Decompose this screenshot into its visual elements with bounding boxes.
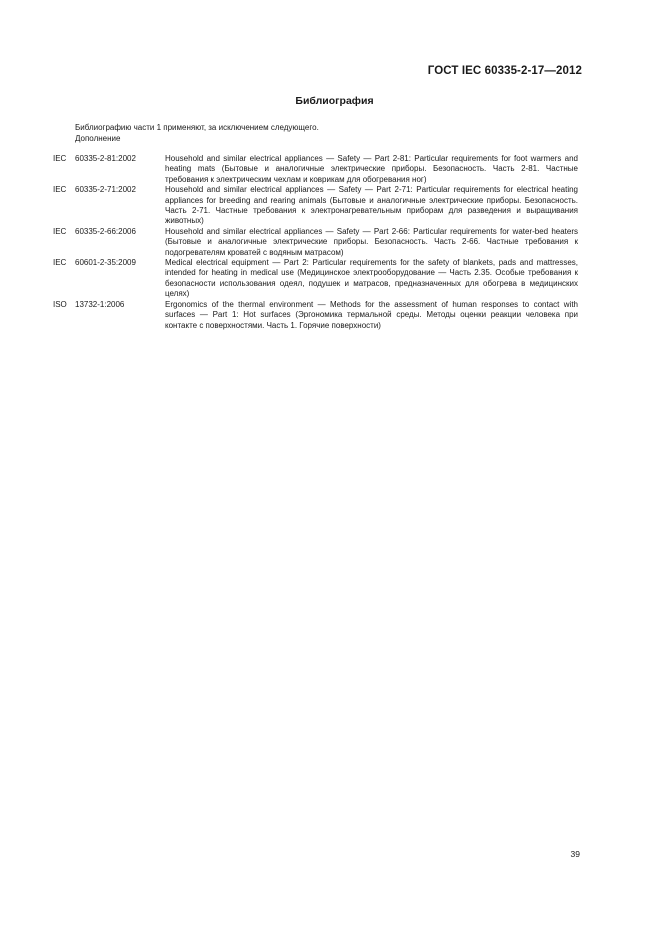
entry-description: Medical electrical equipment — Part 2: Particular requirements for the safety of blankets, pads and mattresses, intended for heating in medical use (Медицинское электрооборудование — Часть 2.35. Особые требования к безопасности использования одеял, подушек и матрасов, предназначенных для обогрева в медицинских целях) [165,258,578,299]
entry-number: 60601-2-35:2009 [75,258,136,268]
entry-description: Ergonomics of the thermal environment — Methods for the assessment of human responses to contact with surfaces — Part 1: Hot surfaces (Эргономика термальной среды. Методы оценки реакции человека при контакте с поверхностями. Часть 1. Горячие поверхности) [165,299,578,330]
bibliography-entry [53,185,578,227]
entry-reference [53,185,165,227]
bibliography-entry [53,258,578,300]
bibliography-list [53,154,578,331]
entry-description: Household and similar electrical appliances — Safety — Part 2-81: Particular requirements for foot warmers and heating mats (Бытовые и аналогичные электрические приборы. Безопасность. Часть 2-81. Частные требования к электрическим чехлам и коврикам для обогревания ног) [165,154,578,184]
entry-reference [53,300,165,331]
entry-number: 60335-2-66:2006 [75,226,136,236]
entry-number: 60335-2-71:2002 [75,185,136,195]
intro-text: Библиографию части 1 применяют, за исключением следующего. [75,123,319,132]
entry-org: IEC [53,258,67,268]
entry-number: 60335-2-81:2002 [75,154,136,163]
entry-description: Household and similar electrical appliances — Safety — Part 2-66: Particular requirements for water-bed heaters (Бытовые и аналогичные электрические приборы. Безопасность. Часть 2-66. Частные требования к подогревателям кроватей с водяным матрасом) [165,226,578,257]
entry-number: 13732-1:2006 [75,299,125,309]
bibliography-entry [53,300,578,331]
bibliography-entry [53,154,578,185]
entry-description: Household and similar electrical appliances — Safety — Part 2-71: Particular requirements for electrical heating appliances for breeding and rearing animals (Бытовые и аналогичные электрические приборы. Безопасность. Часть 2-71. Частные требования к электронагревательным приборам для разведения и выращивания животных) [165,185,578,226]
intro-block [75,122,319,144]
entry-org: ISO [53,299,67,309]
bibliography-entry [53,227,578,258]
addendum-label: Дополнение [75,134,121,143]
page-number: 39 [570,849,580,859]
entry-org: IEC [53,226,67,236]
entry-reference [53,154,165,185]
entry-org: IEC [53,154,67,163]
entry-org: IEC [53,185,67,195]
section-title: Библиография [295,95,374,107]
document-code: ГОСТ IEC 60335-2-17—2012 [427,65,582,77]
entry-reference [53,258,165,300]
entry-reference [53,227,165,258]
